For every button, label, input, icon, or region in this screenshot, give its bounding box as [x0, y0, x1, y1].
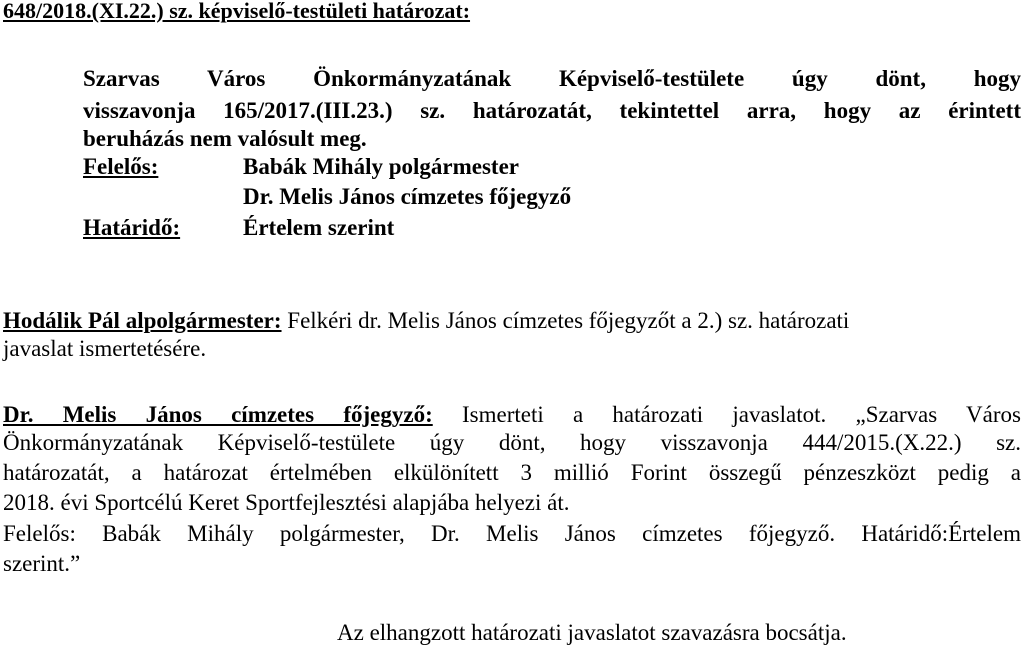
speaker-1-line-1 — [3, 308, 849, 334]
responsible-person-2: Dr. Melis János címzetes főjegyző — [243, 184, 572, 209]
responsible-person-1: Babák Mihály polgármester — [243, 154, 519, 179]
speaker-2-line-6: szerint.” — [3, 551, 81, 576]
speaker-2-name: Dr. Melis János címzetes főjegyző: — [3, 402, 433, 427]
speaker-2-line-1 — [3, 402, 1021, 428]
resolution-line-2: visszavonja 165/2017.(III.23.) sz. határozatát, tekintettel arra, hogy az érintett — [83, 98, 1021, 123]
speaker-2-text: Ismerteti a határozati javaslatot. „Szarvas Város — [461, 402, 1021, 427]
deadline-value: Értelem szerint — [243, 215, 395, 240]
speaker-1-name: Hodálik Pál alpolgármester: — [3, 308, 282, 333]
speaker-1-line-2: javaslat ismertetésére. — [3, 336, 207, 361]
resolution-heading: 648/2018.(XI.22.) sz. képviselő-testületi határozat: — [3, 0, 471, 23]
deadline-label: Határidő: — [83, 215, 181, 240]
responsible-label: Felelős: — [83, 154, 159, 179]
resolution-line-1: Szarvas Város Önkormányzatának Képviselő-testülete úgy dönt, hogy — [83, 66, 1021, 91]
speaker-2-line-3: határozatát, a határozat értelmében elkülönített 3 millió Forint összegű pénzeszközt pedig a — [3, 460, 1021, 485]
speaker-1-text: Felkéri dr. Melis János címzetes főjegyzőt a 2.) sz. határozati — [287, 308, 850, 333]
speaker-2-line-4: 2018. évi Sportcélú Keret Sportfejlesztési alapjába helyezi át. — [3, 490, 570, 515]
closing-line: Az elhangzott határozati javaslatot szavazásra bocsátja. — [337, 620, 847, 645]
resolution-line-3: beruházás nem valósult meg. — [83, 126, 367, 151]
speaker-2-line-5: Felelős: Babák Mihály polgármester, Dr. Melis János címzetes főjegyző. Határidő:Értelem — [3, 521, 1021, 546]
speaker-2-line-2: Önkormányzatának Képviselő-testülete úgy dönt, hogy visszavonja 444/2015.(X.22.) sz. — [3, 430, 1021, 455]
